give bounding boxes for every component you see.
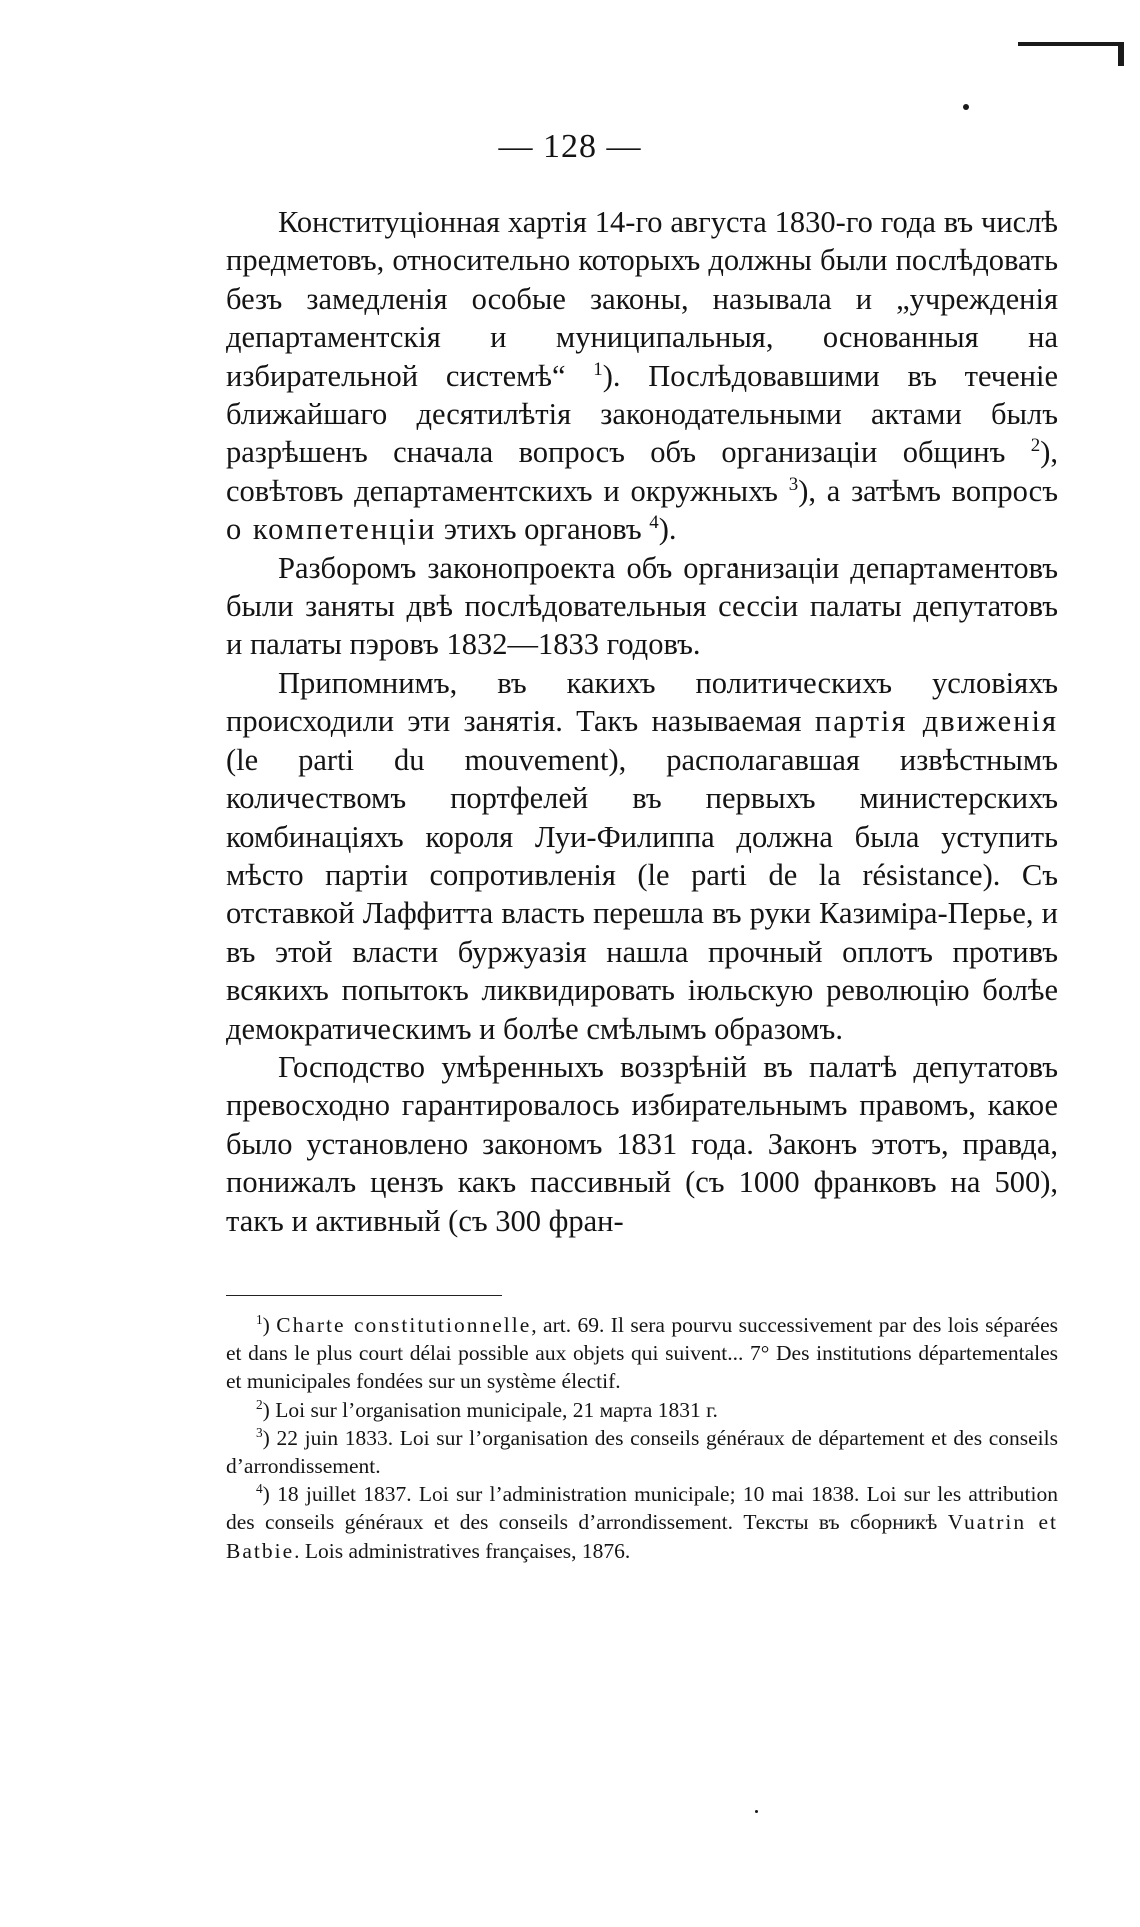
spaced-emphasis: о компетенціи [226, 512, 437, 547]
spaced-emphasis: Vuatrin et Batbie [226, 1510, 1058, 1563]
footnote: $^2$) Loi sur l’organisation municipale, 21 марта 1831 г. [256, 1396, 718, 1422]
footnote-number: 4 [256, 1481, 263, 1497]
scan-speck [755, 1810, 758, 1813]
spaced-emphasis: Charte constitutionnelle [276, 1313, 532, 1337]
scan-speck [963, 104, 969, 110]
scan-corner-mark [1118, 42, 1124, 66]
footnote-ref: 4 [649, 512, 659, 534]
scan-corner-mark [1018, 42, 1124, 46]
footnote: $^3$) 22 juin 1833. Loi sur l’organisation des conseils généraux de département et des conseils d’arrondissement. [226, 1424, 1058, 1479]
paragraph: Конституціонная хартія 14-го августа 1830-го года въ числѣ предметовъ, относительно которыхъ должны были послѣдовать безъ замедленія особые законы, называла и „учрежденія департаментскія и муниципальныя, основанныя на избирательной системѣ“ $^1$). Послѣдовавшими въ теченіе ближайшаго десятилѣтія законодательными актами былъ разрѣшенъ сначала вопросъ объ организаціи общинъ $^2$), совѣтовъ департаментскихъ и окружныхъ $^3$), а затѣмъ вопросъ о компетенціи этихъ органовъ $^4$). [226, 205, 1058, 547]
footnote-number: 2 [256, 1396, 263, 1412]
paragraph: Разборомъ законопроекта объ организаціи департаментовъ были заняты двѣ послѣдовательныя сессіи палаты депутатовъ и палаты пэровъ 1832—1833 годовъ. [226, 550, 1058, 662]
paragraph: Господство умѣренныхъ воззрѣній въ палатѣ депутатовъ превосходно гарантировалось избирательнымъ правомъ, какое было установлено закономъ 1831 года. Законъ этотъ, правда, понижалъ цензъ какъ пассивный (съ 1000 франковъ на 500), такъ и активный (съ 300 фран- [226, 1049, 1058, 1238]
footnotes [226, 1311, 1058, 1565]
footnote-number: 3 [256, 1424, 263, 1440]
footnote-ref: 3 [788, 473, 799, 495]
footnote: $^1$) Charte constitutionnelle, art. 69. Il sera pourvu successivement par des lois séparées et dans le plus court délai possible aux objets qui suivent... 7° Des institutions départementales et municipales fondées sur un système électif. [226, 1311, 1058, 1394]
page-number: — 128 — [498, 128, 642, 165]
footnote-ref: 1 [593, 358, 603, 380]
footnote-ref: 2 [1030, 435, 1041, 457]
main-text [226, 203, 1058, 1240]
footnote-divider [226, 1295, 502, 1296]
paragraph: Припомнимъ, въ какихъ политическихъ условіяхъ происходили эти занятія. Такъ называемая партія движенія (le parti du mouvement), располагавшая извѣстнымъ количествомъ портфелей въ первыхъ министерскихъ комбинаціяхъ короля Луи-Филиппа должна была уступить мѣсто партіи сопротивленія (le parti de la résistance). Съ отставкой Лаффитта власть перешла въ руки Казиміра-Перье, и въ этой власти буржуазія нашла прочный оплотъ противъ всякихъ попытокъ ликвидировать іюльскую революцію болѣе демократическимъ и болѣе смѣлымъ образомъ. [226, 665, 1058, 1046]
spaced-emphasis: партія движенія [814, 704, 1058, 739]
footnote: $^4$) 18 juillet 1837. Loi sur l’administration municipale; 10 mai 1838. Loi sur les attribution des conseils généraux et des conseils d’arrondissement. Тексты въ сборникѣ Vuatrin et Batbie. Lois administratives françaises, 1876. [226, 1481, 1058, 1563]
footnote-number: 1 [256, 1311, 263, 1327]
